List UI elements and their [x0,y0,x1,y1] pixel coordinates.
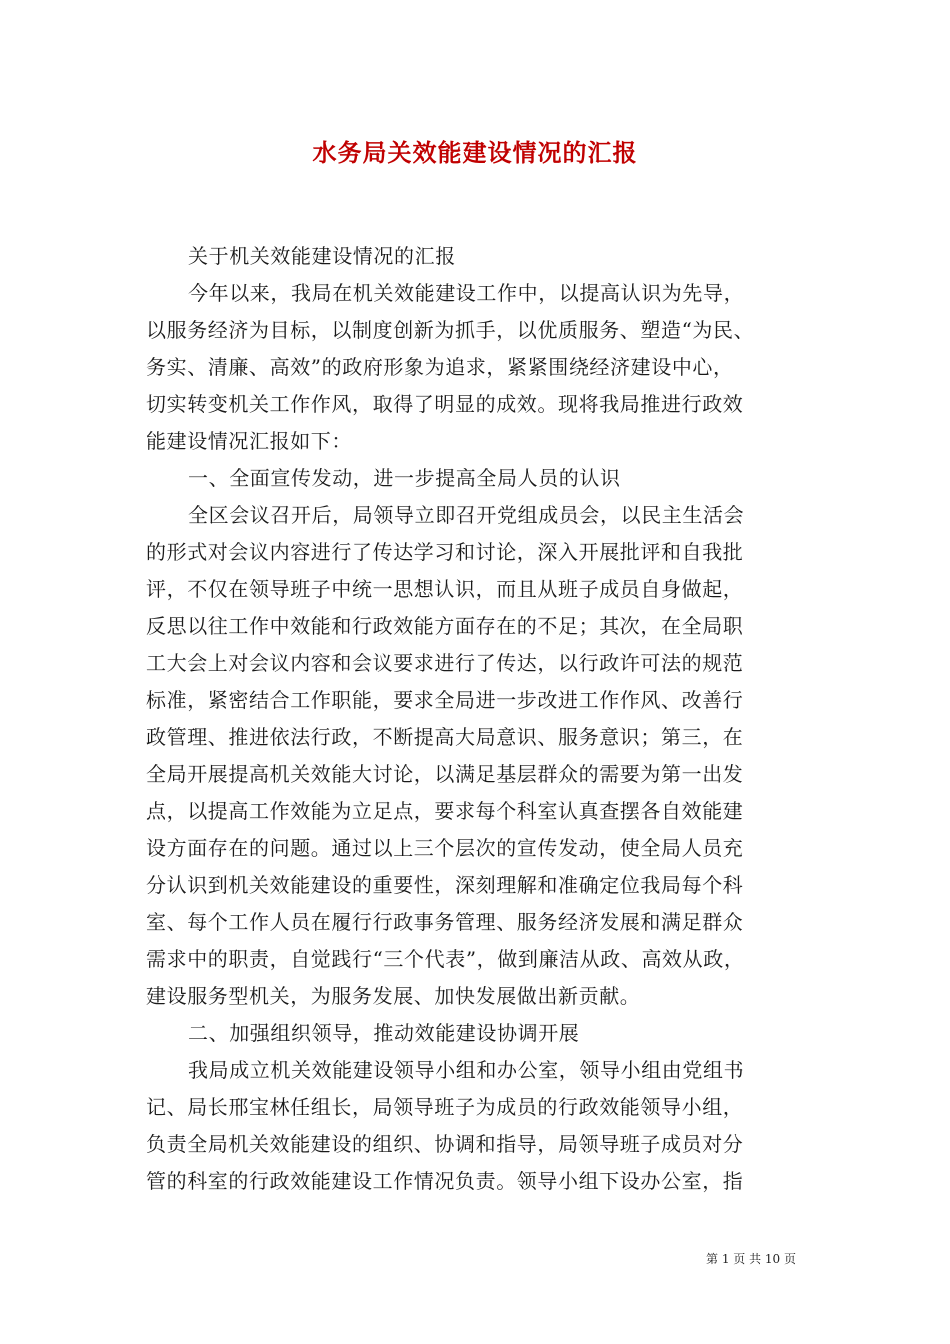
paragraph-line: 点，以提高工作效能为立足点，要求每个科室认真查摆各自效能建 [146,799,744,823]
paragraph-line: 以服务经济为目标，以制度创新为抓手，以优质服务、塑造“为民、 [146,318,755,342]
paragraph-line: 政管理、推进依法行政，不断提高大局意识、服务意识；第三，在 [146,725,744,749]
subtitle-line: 关于机关效能建设情况的汇报 [188,244,456,268]
paragraph-line: 反思以往工作中效能和行政效能方面存在的不足；其次，在全局职 [146,614,744,638]
paragraph-line: 的形式对会议内容进行了传达学习和讨论，深入开展批评和自我批 [146,540,744,564]
paragraph-line: 切实转变机关工作作风，取得了明显的成效。现将我局推进行政效 [146,392,744,416]
paragraph-line: 记、局长邢宝林任组长，局领导班子为成员的行政效能领导小组， [146,1095,744,1119]
paragraph-line: 全区会议召开后，局领导立即召开党组成员会，以民主生活会 [188,503,745,527]
document-title: 水务局关效能建设情况的汇报 [312,138,638,167]
paragraph-line: 需求中的职责，自觉践行“三个代表”，做到廉洁从政、高效从政， [146,947,745,971]
paragraph-line: 我局成立机关效能建设领导小组和办公室，领导小组由党组书 [188,1058,745,1082]
paragraph-line: 设方面存在的问题。通过以上三个层次的宣传发动，使全局人员充 [146,836,744,860]
paragraph-line: 建设服务型机关，为服务发展、加快发展做出新贡献。 [146,984,641,1008]
section-heading-1: 一、全面宣传发动，进一步提高全局人员的认识 [188,466,621,490]
paragraph-line: 今年以来，我局在机关效能建设工作中，以提高认识为先导， [188,281,745,305]
paragraph-line: 负责全局机关效能建设的组织、协调和指导，局领导班子成员对分 [146,1132,744,1156]
paragraph-line: 室、每个工作人员在履行行政事务管理、服务经济发展和满足群众 [146,910,744,934]
paragraph-line: 务实、清廉、高效”的政府形象为追求，紧紧围绕经济建设中心， [146,355,734,379]
paragraph-line: 分认识到机关效能建设的重要性，深刻理解和准确定位我局每个科 [146,873,744,897]
paragraph-line: 全局开展提高机关效能大讨论，以满足基层群众的需要为第一出发 [146,762,744,786]
paragraph-line: 工大会上对会议内容和会议要求进行了传达，以行政许可法的规范 [146,651,744,675]
paragraph-line: 评，不仅在领导班子中统一思想认识，而且从班子成员自身做起， [146,577,744,601]
section-heading-2: 二、加强组织领导，推动效能建设协调开展 [188,1021,580,1045]
paragraph-line: 能建设情况汇报如下： [146,429,352,453]
page-number: 第 1 页 共 10 页 [706,1252,796,1266]
paragraph-line: 标准，紧密结合工作职能，要求全局进一步改进工作作风、改善行 [146,688,744,712]
paragraph-line: 管的科室的行政效能建设工作情况负责。领导小组下设办公室，指 [146,1169,744,1193]
